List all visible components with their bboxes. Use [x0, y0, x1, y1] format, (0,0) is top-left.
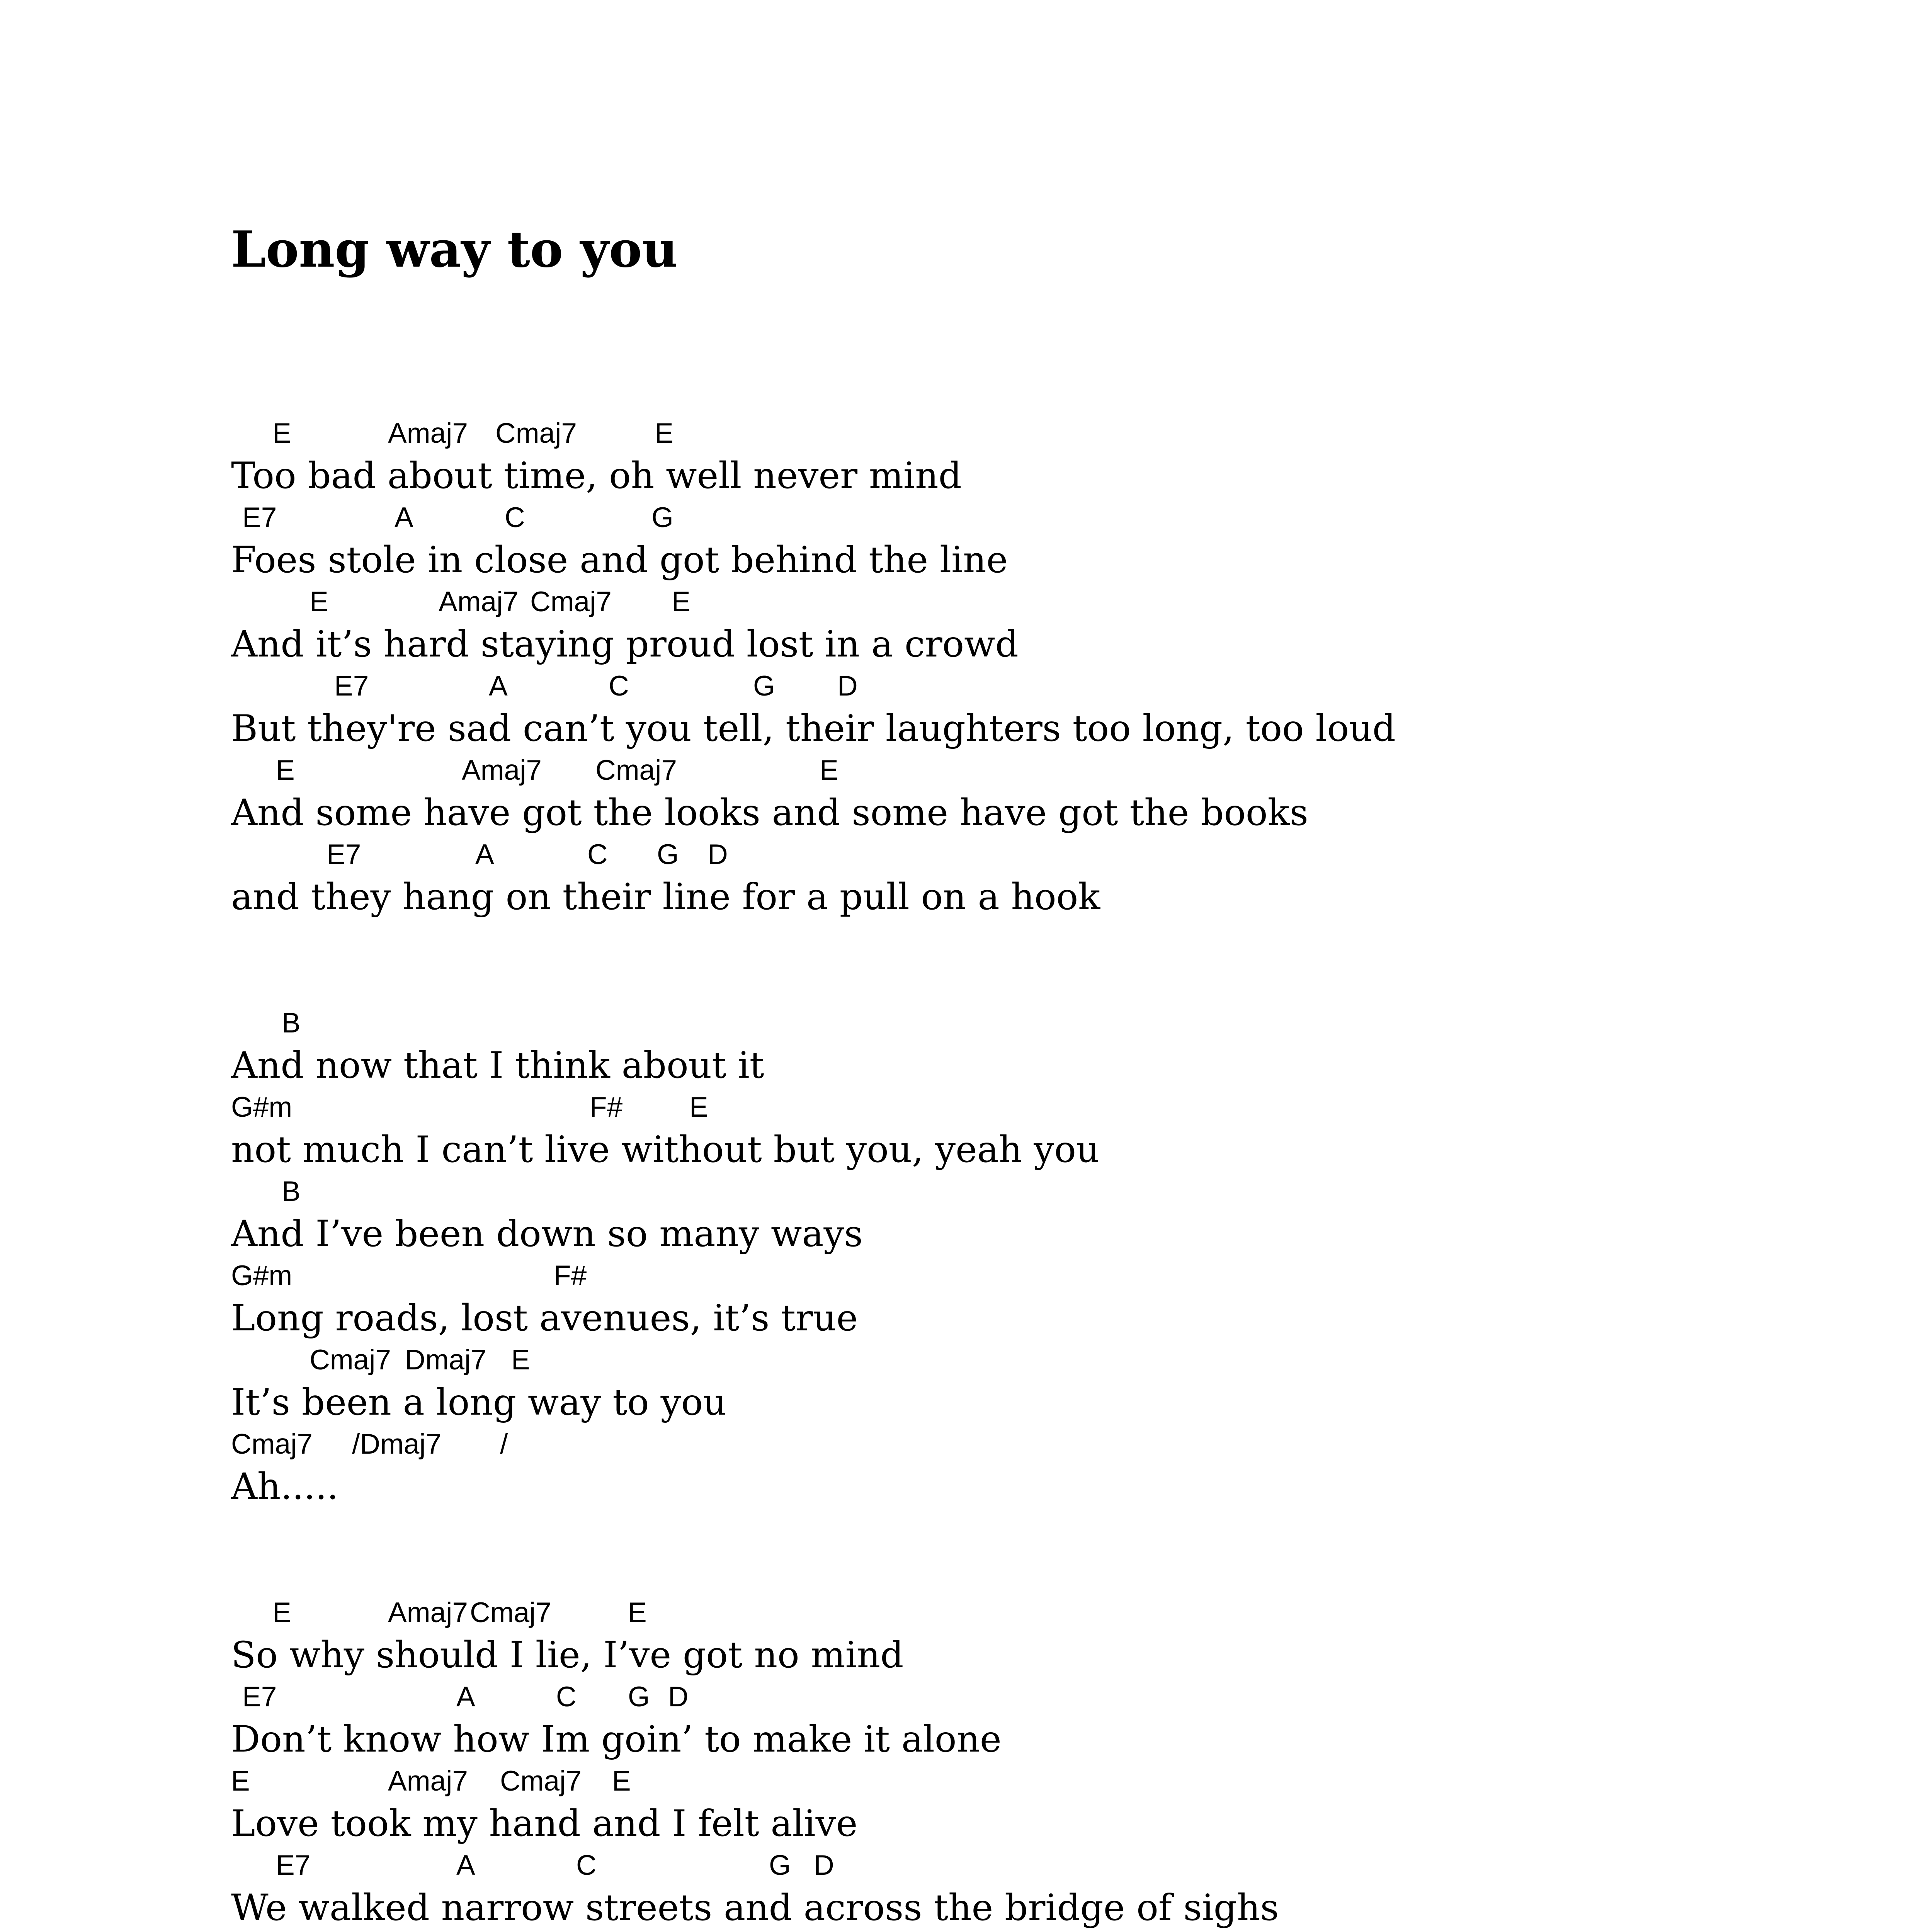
chord-symbol: A [489, 670, 508, 702]
chord-line [231, 1177, 1622, 1208]
chord-symbol: Dmaj7 [405, 1344, 486, 1376]
chord-symbol: E [272, 1597, 291, 1628]
chord-symbol: G#m [231, 1260, 293, 1291]
chord-symbol: Cmaj7 [231, 1429, 313, 1460]
chord-line [231, 1851, 1622, 1882]
chord-line [231, 419, 1622, 450]
lyric-line: And I’ve been down so many ways [231, 1213, 863, 1255]
chord-symbol: Amaj7 [388, 1765, 468, 1797]
chord-line [231, 840, 1622, 871]
chord-symbol: F# [554, 1260, 587, 1291]
chord-symbol: E7 [276, 1850, 311, 1881]
lyric-line: Too bad about time, oh well never mind [231, 455, 962, 497]
lyric-line: Don’t know how Im goin’ to make it alone [231, 1718, 1002, 1760]
chord-line [231, 1683, 1622, 1714]
chord-symbol: Cmaj7 [530, 586, 612, 617]
lyric-line: It’s been a long way to you [231, 1381, 726, 1423]
chord-symbol: C [609, 670, 629, 702]
chord-symbol: D [707, 839, 728, 870]
chord-symbol: D [814, 1850, 834, 1881]
chord-symbol: Cmaj7 [595, 755, 677, 786]
chord-symbol: E [310, 586, 328, 617]
chord-symbol: G [769, 1850, 791, 1881]
chord-symbol: E [655, 418, 673, 449]
chord-symbol: E7 [242, 502, 277, 533]
chord-symbol: /Dmaj7 [352, 1429, 442, 1460]
chord-symbol: E [272, 418, 291, 449]
chord-symbol: G [753, 670, 775, 702]
chord-line [231, 588, 1622, 619]
chord-symbol: G [651, 502, 673, 533]
chord-symbol: B [282, 1176, 301, 1207]
song-title: Long way to you [231, 221, 678, 279]
chord-line [231, 756, 1622, 787]
lyric-line: But they're sad can’t you tell, their laughters too long, too loud [231, 707, 1396, 750]
chord-symbol: E [689, 1092, 708, 1123]
chord-symbol: C [505, 502, 525, 533]
lyric-line: And it’s hard staying proud lost in a crowd [231, 623, 1019, 665]
chord-symbol: E [612, 1765, 631, 1797]
chord-symbol: E7 [327, 839, 361, 870]
chord-symbol: E7 [242, 1681, 277, 1713]
chord-symbol: E7 [334, 670, 369, 702]
chord-symbol: G [628, 1681, 650, 1713]
chord-symbol: E [231, 1765, 250, 1797]
chord-symbol: E [628, 1597, 647, 1628]
chord-line [231, 1009, 1622, 1040]
lyric-line: And some have got the looks and some have got the books [231, 792, 1308, 834]
chord-symbol: A [395, 502, 413, 533]
chord-symbol: Cmaj7 [495, 418, 577, 449]
chord-symbol: A [456, 1681, 475, 1713]
chord-line [231, 672, 1622, 703]
chord-line [231, 1262, 1622, 1293]
chord-symbol: E [511, 1344, 530, 1376]
chord-line [231, 1599, 1622, 1629]
chord-symbol: F# [590, 1092, 623, 1123]
lyric-line: Love took my hand and I felt alive [231, 1803, 858, 1845]
lyric-line: So why should I lie, I’ve got no mind [231, 1634, 904, 1676]
lyric-line: Long roads, lost avenues, it’s true [231, 1297, 858, 1339]
chord-symbol: D [837, 670, 858, 702]
chord-line [231, 503, 1622, 534]
chord-symbol: Amaj7 [388, 418, 468, 449]
chord-symbol: C [587, 839, 608, 870]
chord-symbol: Cmaj7 [500, 1765, 582, 1797]
lyric-line: Ah..... [231, 1466, 338, 1508]
chord-symbol: C [556, 1681, 577, 1713]
chord-symbol: Amaj7 [388, 1597, 468, 1628]
chord-symbol: Amaj7 [462, 755, 542, 786]
chord-line [231, 1430, 1622, 1461]
chord-symbol: A [475, 839, 494, 870]
chord-symbol: E [276, 755, 295, 786]
chord-symbol: D [668, 1681, 689, 1713]
chord-line [231, 1346, 1622, 1377]
lyric-line: We walked narrow streets and across the bridge of sighs [231, 1887, 1279, 1929]
chord-symbol: E [672, 586, 690, 617]
chord-symbol: Cmaj7 [310, 1344, 391, 1376]
lyric-line: And now that I think about it [231, 1044, 764, 1087]
chord-symbol: G [657, 839, 679, 870]
chord-symbol: G#m [231, 1092, 293, 1123]
lyric-line: Foes stole in close and got behind the line [231, 539, 1008, 581]
chord-symbol: E [820, 755, 838, 786]
chord-symbol: A [456, 1850, 475, 1881]
chord-symbol: / [500, 1429, 508, 1460]
chord-symbol: Amaj7 [439, 586, 519, 617]
chord-symbol: Cmaj7 [470, 1597, 551, 1628]
lyric-line: not much I can’t live without but you, yeah you [231, 1129, 1100, 1171]
lyric-line: and they hang on their line for a pull on a hook [231, 876, 1100, 918]
chord-line [231, 1767, 1622, 1798]
chord-line [231, 1093, 1622, 1124]
chord-symbol: C [576, 1850, 597, 1881]
chord-symbol: B [282, 1007, 301, 1039]
